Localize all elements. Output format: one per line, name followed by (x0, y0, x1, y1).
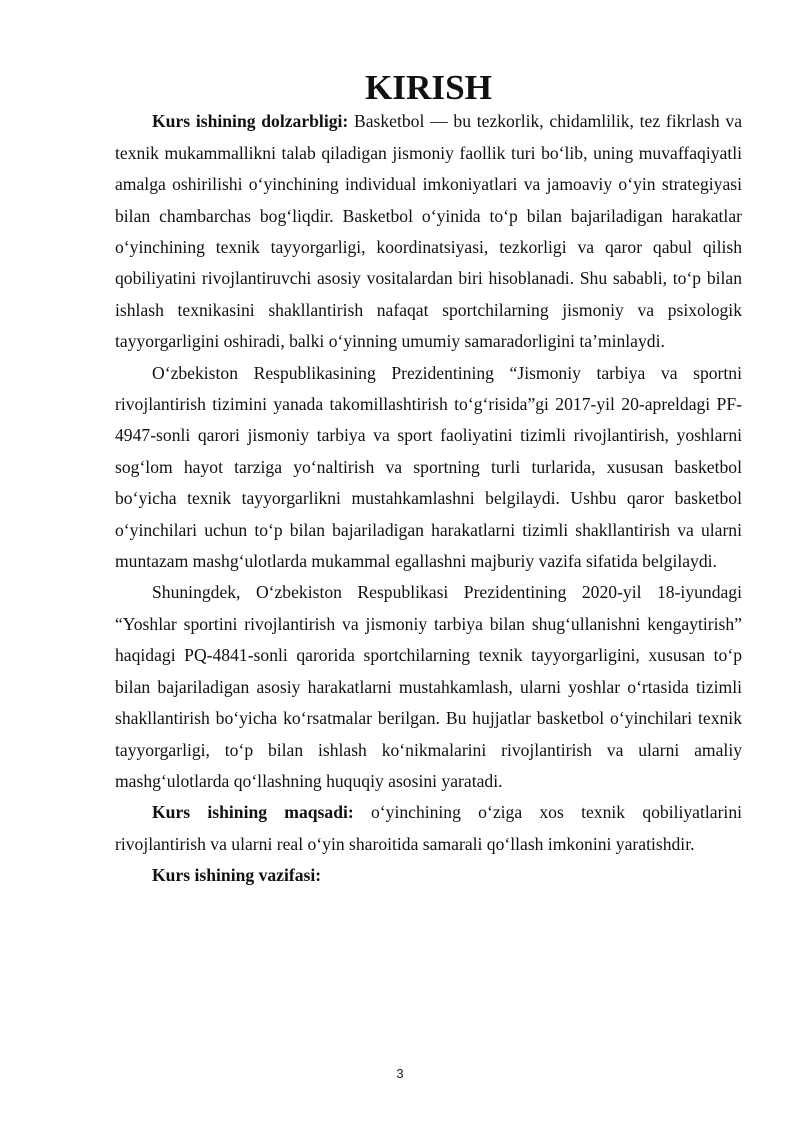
paragraph-lead: Kurs ishining dolzarbligi: (152, 111, 349, 132)
section-heading: KIRISH (364, 68, 493, 107)
page-number: 3 (396, 1066, 404, 1081)
paragraph-lead: Kurs ishining maqsadi: (152, 802, 354, 823)
page-content (115, 68, 742, 892)
paragraph-relevance (115, 106, 742, 357)
paragraph-decree-2017 (115, 358, 742, 578)
paragraph-text: O‘zbekiston Respublikasining Prezidentining “Jismoniy tarbiya va sportni rivojlantirish tizimini yanada takomillashtirish to‘g‘risida”gi 2017-yil 20-apreldagi PF-4947-sonli qarori jismoniy tarbiya va sport faoliyatini tizimli rivojlantirish, yoshlarni sog‘lom hayot tarziga yo‘naltirish va sportning turli turlarida, xususan basketbol bo‘yicha texnik tayyorgarlikni mustahkamlashni belgilaydi. Ushbu qaror basketbol o‘yinchilari uchun to‘p bilan bajariladigan harakatlarni tizimli shakllantirish va ularni muntazam mashg‘ulotlarda mukammal egallashni majburiy vazifa sifatida belgilaydi. (115, 362, 742, 572)
paragraph-text: o‘yinchining o‘ziga xos texnik qobiliyatlarini rivojlantirish va ularni real o‘yin sharoitida samarali qo‘llash imkonini yaratishdir. (115, 802, 742, 854)
paragraph-text: Basketbol — bu tezkorlik, chidamlilik, tez fikrlash va texnik mukammallikni talab qiladigan jismoniy faollik turi bo‘lib, uning muvaffaqiyatli amalga oshirilishi o‘yinchining individual imkoniyatlari va jamoaviy o‘yin strategiyasi bilan chambarchas bog‘liqdir. Basketbol o‘yinida to‘p bilan bajariladigan harakatlar o‘yinchining texnik tayyorgarligi, koordinatsiyasi, tezkorligi va qaror qabul qilish qobiliyatini rivojlantiruvchi asosiy vositalardan biri hisoblanadi. Shu sababli, to‘p bilan ishlash texnikasini shakllantirish nafaqat sportchilarning jismoniy va psixologik tayyorgarligini oshiradi, balki o‘yinning umumiy samaradorligini ta’minlaydi. (115, 111, 742, 352)
paragraph-text: Shuningdek, O‘zbekiston Respublikasi Prezidentining 2020-yil 18-iyundagi “Yoshlar sportini rivojlantirish va jismoniy tarbiya bilan shug‘ullanishni kengaytirish” haqidagi PQ-4841-sonli qarorida sportchilarning texnik tayyorgarligini, xususan to‘p bilan bajariladigan asosiy harakatlarni mustahkamlash, ularni yoshlar o‘rtasida tizimli shakllantirish bo‘yicha ko‘rsatmalar berilgan. Bu hujjatlar basketbol o‘yinchilari texnik tayyorgarligi, to‘p bilan ishlash ko‘nikmalarini rivojlantirish va ularni amaliy mashg‘ulotlarda qo‘llashning huquqiy asosini yaratadi. (115, 582, 742, 791)
paragraph-tasks (115, 860, 742, 891)
paragraph-decree-2020 (115, 577, 742, 797)
paragraph-lead: Kurs ishining vazifasi: (152, 865, 322, 886)
paragraph-goal (115, 797, 742, 860)
